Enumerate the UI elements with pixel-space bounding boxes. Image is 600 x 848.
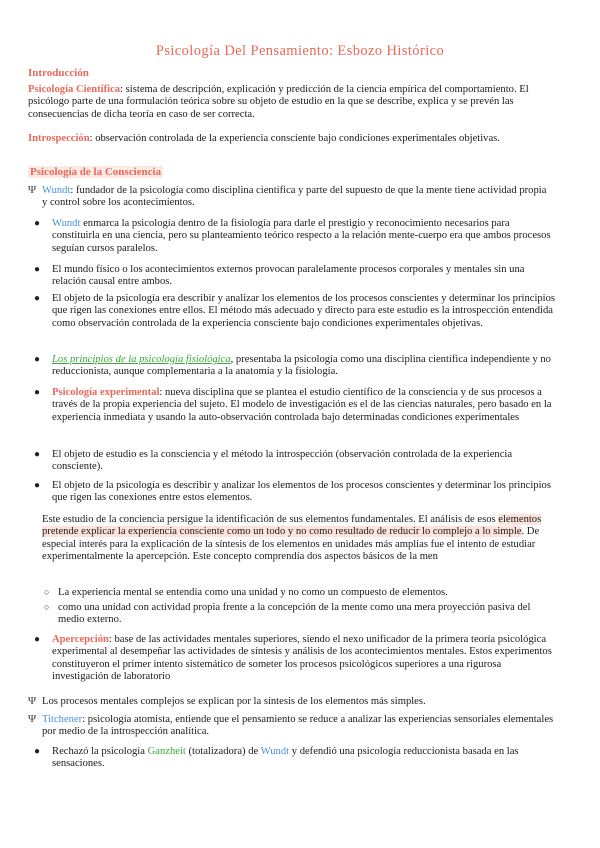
item-text: y defendió una psicología reduccionista basada en las sensaciones. [52,746,519,770]
bullet-item [52,634,557,684]
highlighted-text: elementos pretende explicar la experiencia consciente como un todo y no como resultado de reducir lo complejo a lo simple [42,514,542,538]
bullet-dot-icon: ● [34,293,41,304]
item-text: : fundador de la psicología como disciplina científica y parte del supuesto de que la mente tiene actividad propia y control sobre los acontecimientos. [42,185,547,209]
name-wundt: Wundt [52,218,81,229]
bullet-item [52,218,557,255]
section-heading-text: Psicología de la Consciencia [30,166,162,178]
book-title-link[interactable]: Los principios de la psicología fisiológica [52,354,231,365]
term-ganzheit: Ganzheit [147,746,186,757]
item-text: , presentaba la psicología como una disciplina científica independiente y no reduccionista, aunque complementaria a la anatomía y la fisiología. [52,354,551,378]
bullet-circle-icon: ○ [44,602,50,612]
name-wundt: Wundt [42,185,71,196]
bullet-item: El objeto de estudio es la consciencia y el método la introspección (observación controlada de la experiencia consciente). [52,449,513,473]
term-introspeccion: Introspección [28,133,90,144]
name-wundt: Wundt [260,746,290,757]
bullet-circle-icon: ○ [44,587,50,597]
item-wundt [42,185,554,210]
sub-bullet-item: como una unidad con actividad propia frente a la concepción de la mente como una mera proyección pasiva del medio externo. [58,602,531,626]
item-text: (totalizadora) de [185,746,261,757]
bullet-dot-icon: ● [34,387,41,398]
bullet-item [52,354,557,379]
bullet-dot-icon: ● [34,480,41,491]
section-heading-consciencia [28,166,163,178]
paragraph-text: . De especial interés para la explicación de la síntesis de los elementos en unidades más amplias fue el intento de estudiar experimentalmente la apercepción. Este concepto comprendía dos aspectos básicos de la men [42,526,540,563]
item-text: : psicología atomista, entiende que el pensamiento se reduce a analizar las experiencias sensoriales elementales por medio de la introspección analítica. [42,714,554,738]
bullet-dot-icon: ● [34,218,41,229]
bullet-item [52,387,557,424]
section-heading-intro: Introducción [28,67,89,79]
bullet-item: El mundo físico o los acontecimientos externos provocan paralelamente procesos corporales y mentales sin una relación causal entre ambos. [52,264,525,288]
sub-bullet-item: La experiencia mental se entendía como una unidad y no como un compuesto de elementos. [58,587,448,598]
bullet-item: El objeto de la psicología era describir y analizar los elementos de los procesos conscientes y determinar los principios que rigen las conexiones entre ellos. El método más adecuado y directo para este estudio es la introspección entendida como observación controlada de la experiencia consciente bajo condiciones experimentales objetivas. [52,293,556,329]
definition-text: : observación controlada de la experiencia consciente bajo condiciones experimentales objetivas. [89,133,500,144]
term-psicologia-experimental: Psicología experimental [52,387,160,398]
item-text: Rechazó la psicología [52,746,148,757]
item-titchener [42,714,554,739]
item-text: enmarca la psicología dentro de la fisiología para darle el prestigio y reconocimiento necesarios para constituirla en una ciencia, pero su planteamiento teórico respecto a la relación mente-cuerpo era que ambos procesos seguían cursos paralelos. [52,218,551,254]
name-titchener: Titchener [42,714,83,725]
paragraph-introspeccion [28,133,554,145]
bullet-dot-icon: ● [34,746,41,757]
bullet-item: El objeto de la psicología es describir y analizar los elementos de los procesos conscientes y determinar los principios que rigen las conexiones entre estos elementos. [52,480,551,504]
psi-bullet-icon: Ψ [28,713,37,725]
paragraph-apercepcion-intro [42,514,554,564]
item-procesos-complejos: Los procesos mentales complejos se explican por la síntesis de los elementos más simples. [42,696,426,707]
psi-bullet-icon: Ψ [28,184,37,196]
paragraph-psicologia-cientifica [28,84,554,121]
bullet-dot-icon: ● [34,264,41,275]
definition-text: : sistema de descripción, explicación y predicción de la ciencia empírica del comportamiento. El psicólogo parte de una formulación teórica sobre su objeto de estudio en la que se describe, explica y se prevén las consecuencias de dicha teoría en caso de ser correcta. [28,84,529,120]
paragraph-text: Este estudio de la conciencia persigue la identificación de sus elementos fundamentales. El análisis de esos [42,514,499,525]
psi-bullet-icon: Ψ [28,695,37,707]
bullet-dot-icon: ● [34,634,41,645]
term-apercepcion: Apercepción [52,634,109,645]
bullet-item [52,746,557,771]
item-text: : nueva disciplina que se plantea el estudio científico de la consciencia y de sus procesos a través de la propia experiencia del sujeto. El modelo de investigación es el de las ciencias naturales, pero basado en la experiencia inmediata y usando la auto-observación controlada bajo determinadas condiciones experimentales [52,387,552,423]
item-text: : base de las actividades mentales superiores, siendo el nexo unificador de la primera teoría psicológica experimental al desempeñar las actividades de síntesis y análisis de los acontecimientos mentales. Estos experimentos constituyeron el primer intento sistemático de someter los procesos psicológicos superiores a una rigurosa investigación de laboratorio [52,634,552,683]
document-title: Psicología Del Pensamiento: Esbozo Histórico [155,43,445,59]
bullet-dot-icon: ● [34,449,41,460]
bullet-dot-icon: ● [34,354,41,365]
term-psicologia-cientifica: Psicología Científica [28,84,121,95]
